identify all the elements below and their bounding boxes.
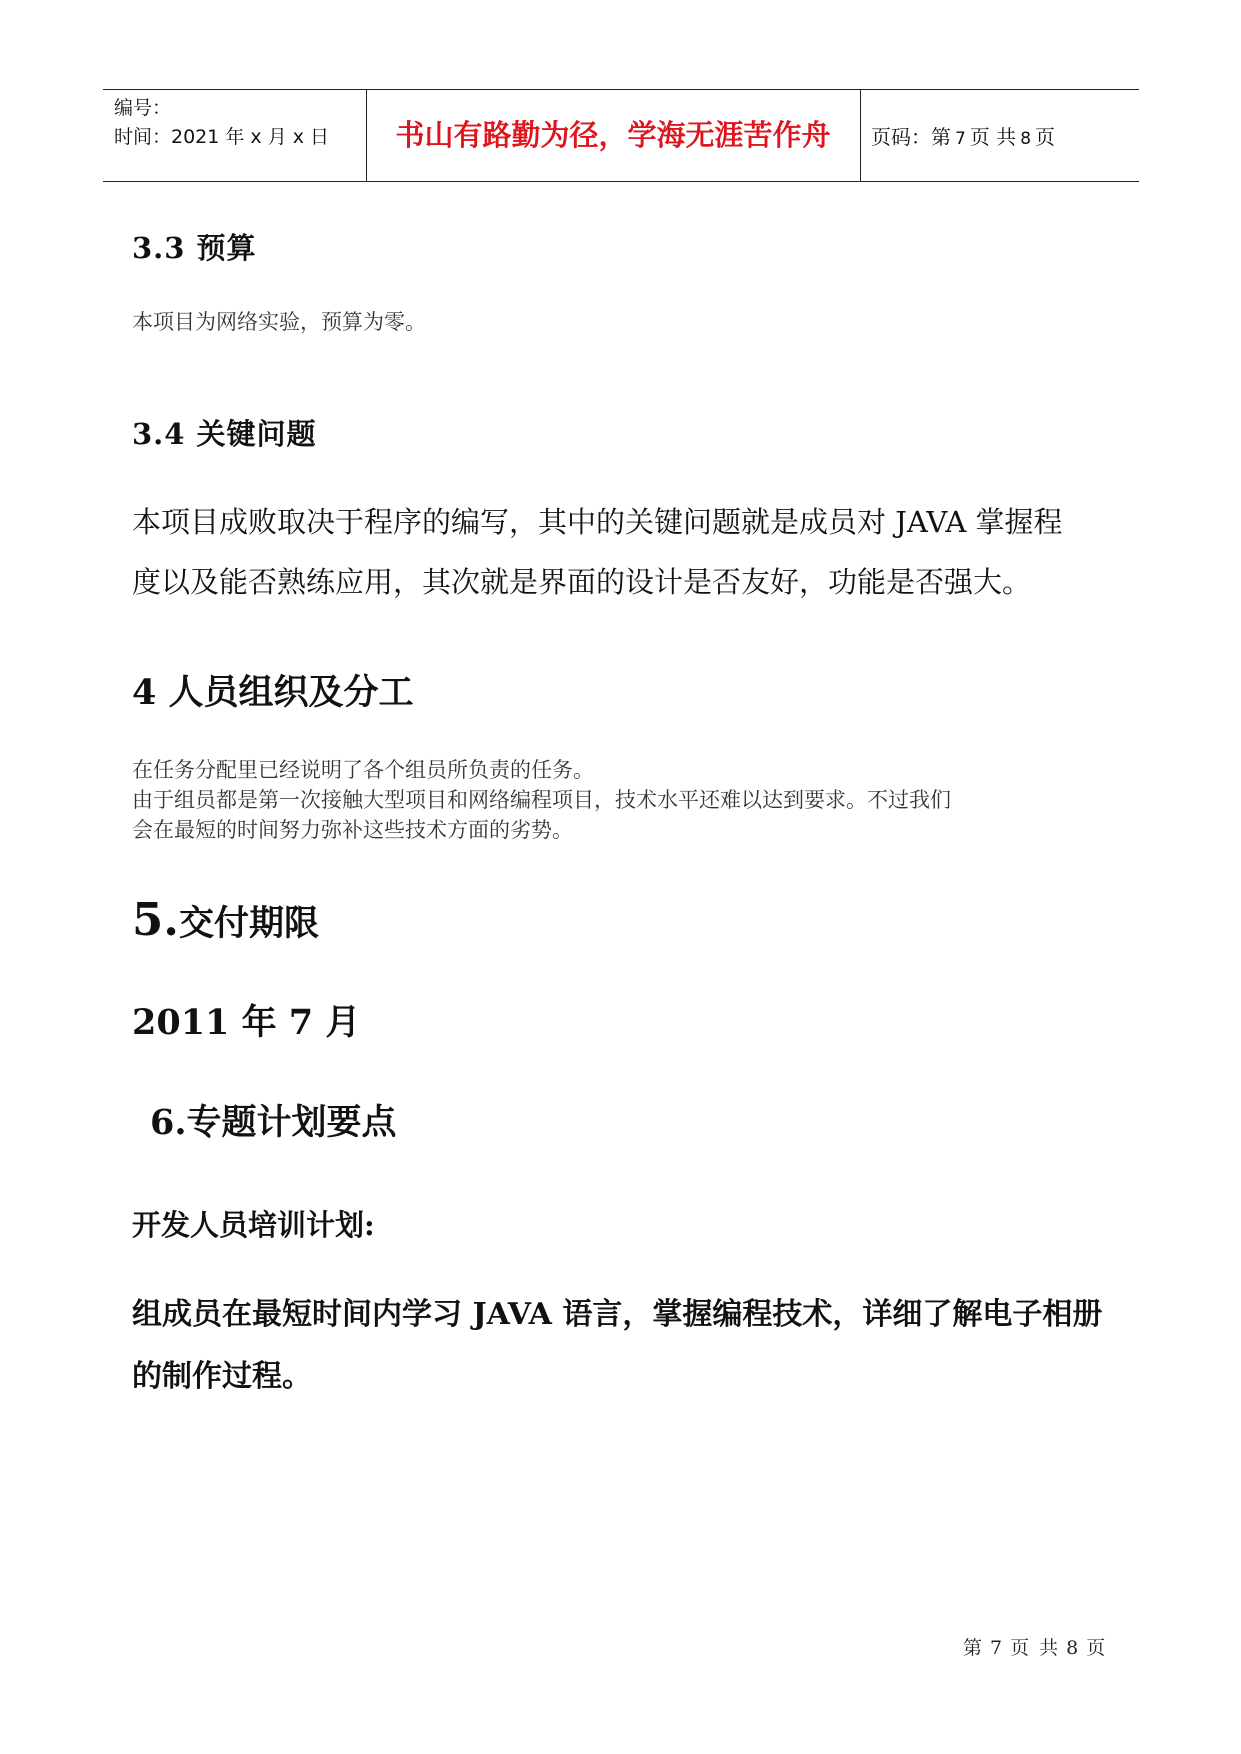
header-page-suffix: 页: [1035, 125, 1056, 149]
section-heading-budget: 3.3 预算: [132, 231, 257, 265]
header-divider: [860, 90, 861, 181]
key-issues-line: 本项目成败取决于程序的编写，其中的关键问题就是成员对 JAVA 掌握程: [132, 505, 1063, 539]
section-heading-staffing: 4 人员组织及分工: [132, 672, 414, 713]
training-plan-line: 的制作过程。: [132, 1359, 312, 1394]
footer-suffix: 页: [1086, 1637, 1108, 1659]
footer-page-current: 7: [990, 1637, 1005, 1659]
staffing-paragraph: [132, 755, 951, 845]
delivery-date: 2011 年 7 月: [132, 1002, 361, 1043]
page-header: [103, 89, 1139, 182]
training-plan-paragraph: [132, 1284, 1102, 1408]
key-issues-line: 度以及能否熟练应用，其次就是界面的设计是否友好，功能是否强大。: [132, 565, 1032, 599]
key-issues-paragraph: [132, 492, 1062, 612]
header-page-info: [871, 122, 1055, 154]
header-page-prefix: 页码：第: [871, 125, 951, 149]
header-meta: [114, 94, 329, 152]
section-heading-delivery: [132, 893, 319, 946]
header-page-total: 8: [1020, 129, 1032, 149]
page-footer: [963, 1633, 1107, 1660]
footer-prefix: 第: [963, 1637, 985, 1659]
budget-text: 本项目为网络实验，预算为零。: [132, 310, 426, 334]
footer-mid: 页 共: [1010, 1637, 1061, 1659]
delivery-section-number: 5.: [132, 893, 179, 946]
staffing-line: 在任务分配里已经说明了各个组员所负责的任务。: [132, 758, 594, 782]
training-plan-line: 组成员在最短时间内学习 JAVA 语言，掌握编程技术，详细了解电子相册: [132, 1297, 1103, 1332]
footer-page-total: 8: [1066, 1637, 1081, 1659]
section-heading-plan-points: 6.专题计划要点: [150, 1102, 397, 1143]
header-divider: [366, 90, 367, 181]
delivery-section-title: 交付期限: [178, 903, 319, 944]
document-number-label: 编号：: [114, 97, 172, 119]
staffing-line: 由于组员都是第一次接触大型项目和网络编程项目，技术水平还难以达到要求。不过我们: [132, 788, 951, 812]
document-date-label: 时间：2021 年 x 月 x 日: [114, 126, 330, 148]
training-plan-title: 开发人员培训计划:: [132, 1208, 375, 1242]
section-heading-key-issues: 3.4 关键问题: [132, 417, 317, 451]
header-page-current: 7: [955, 129, 966, 149]
header-page-mid: 页 共: [969, 125, 1017, 149]
header-motto: 书山有路勤为径，学海无涯苦作舟: [395, 118, 831, 152]
staffing-line: 会在最短的时间努力弥补这些技术方面的劣势。: [132, 818, 573, 842]
